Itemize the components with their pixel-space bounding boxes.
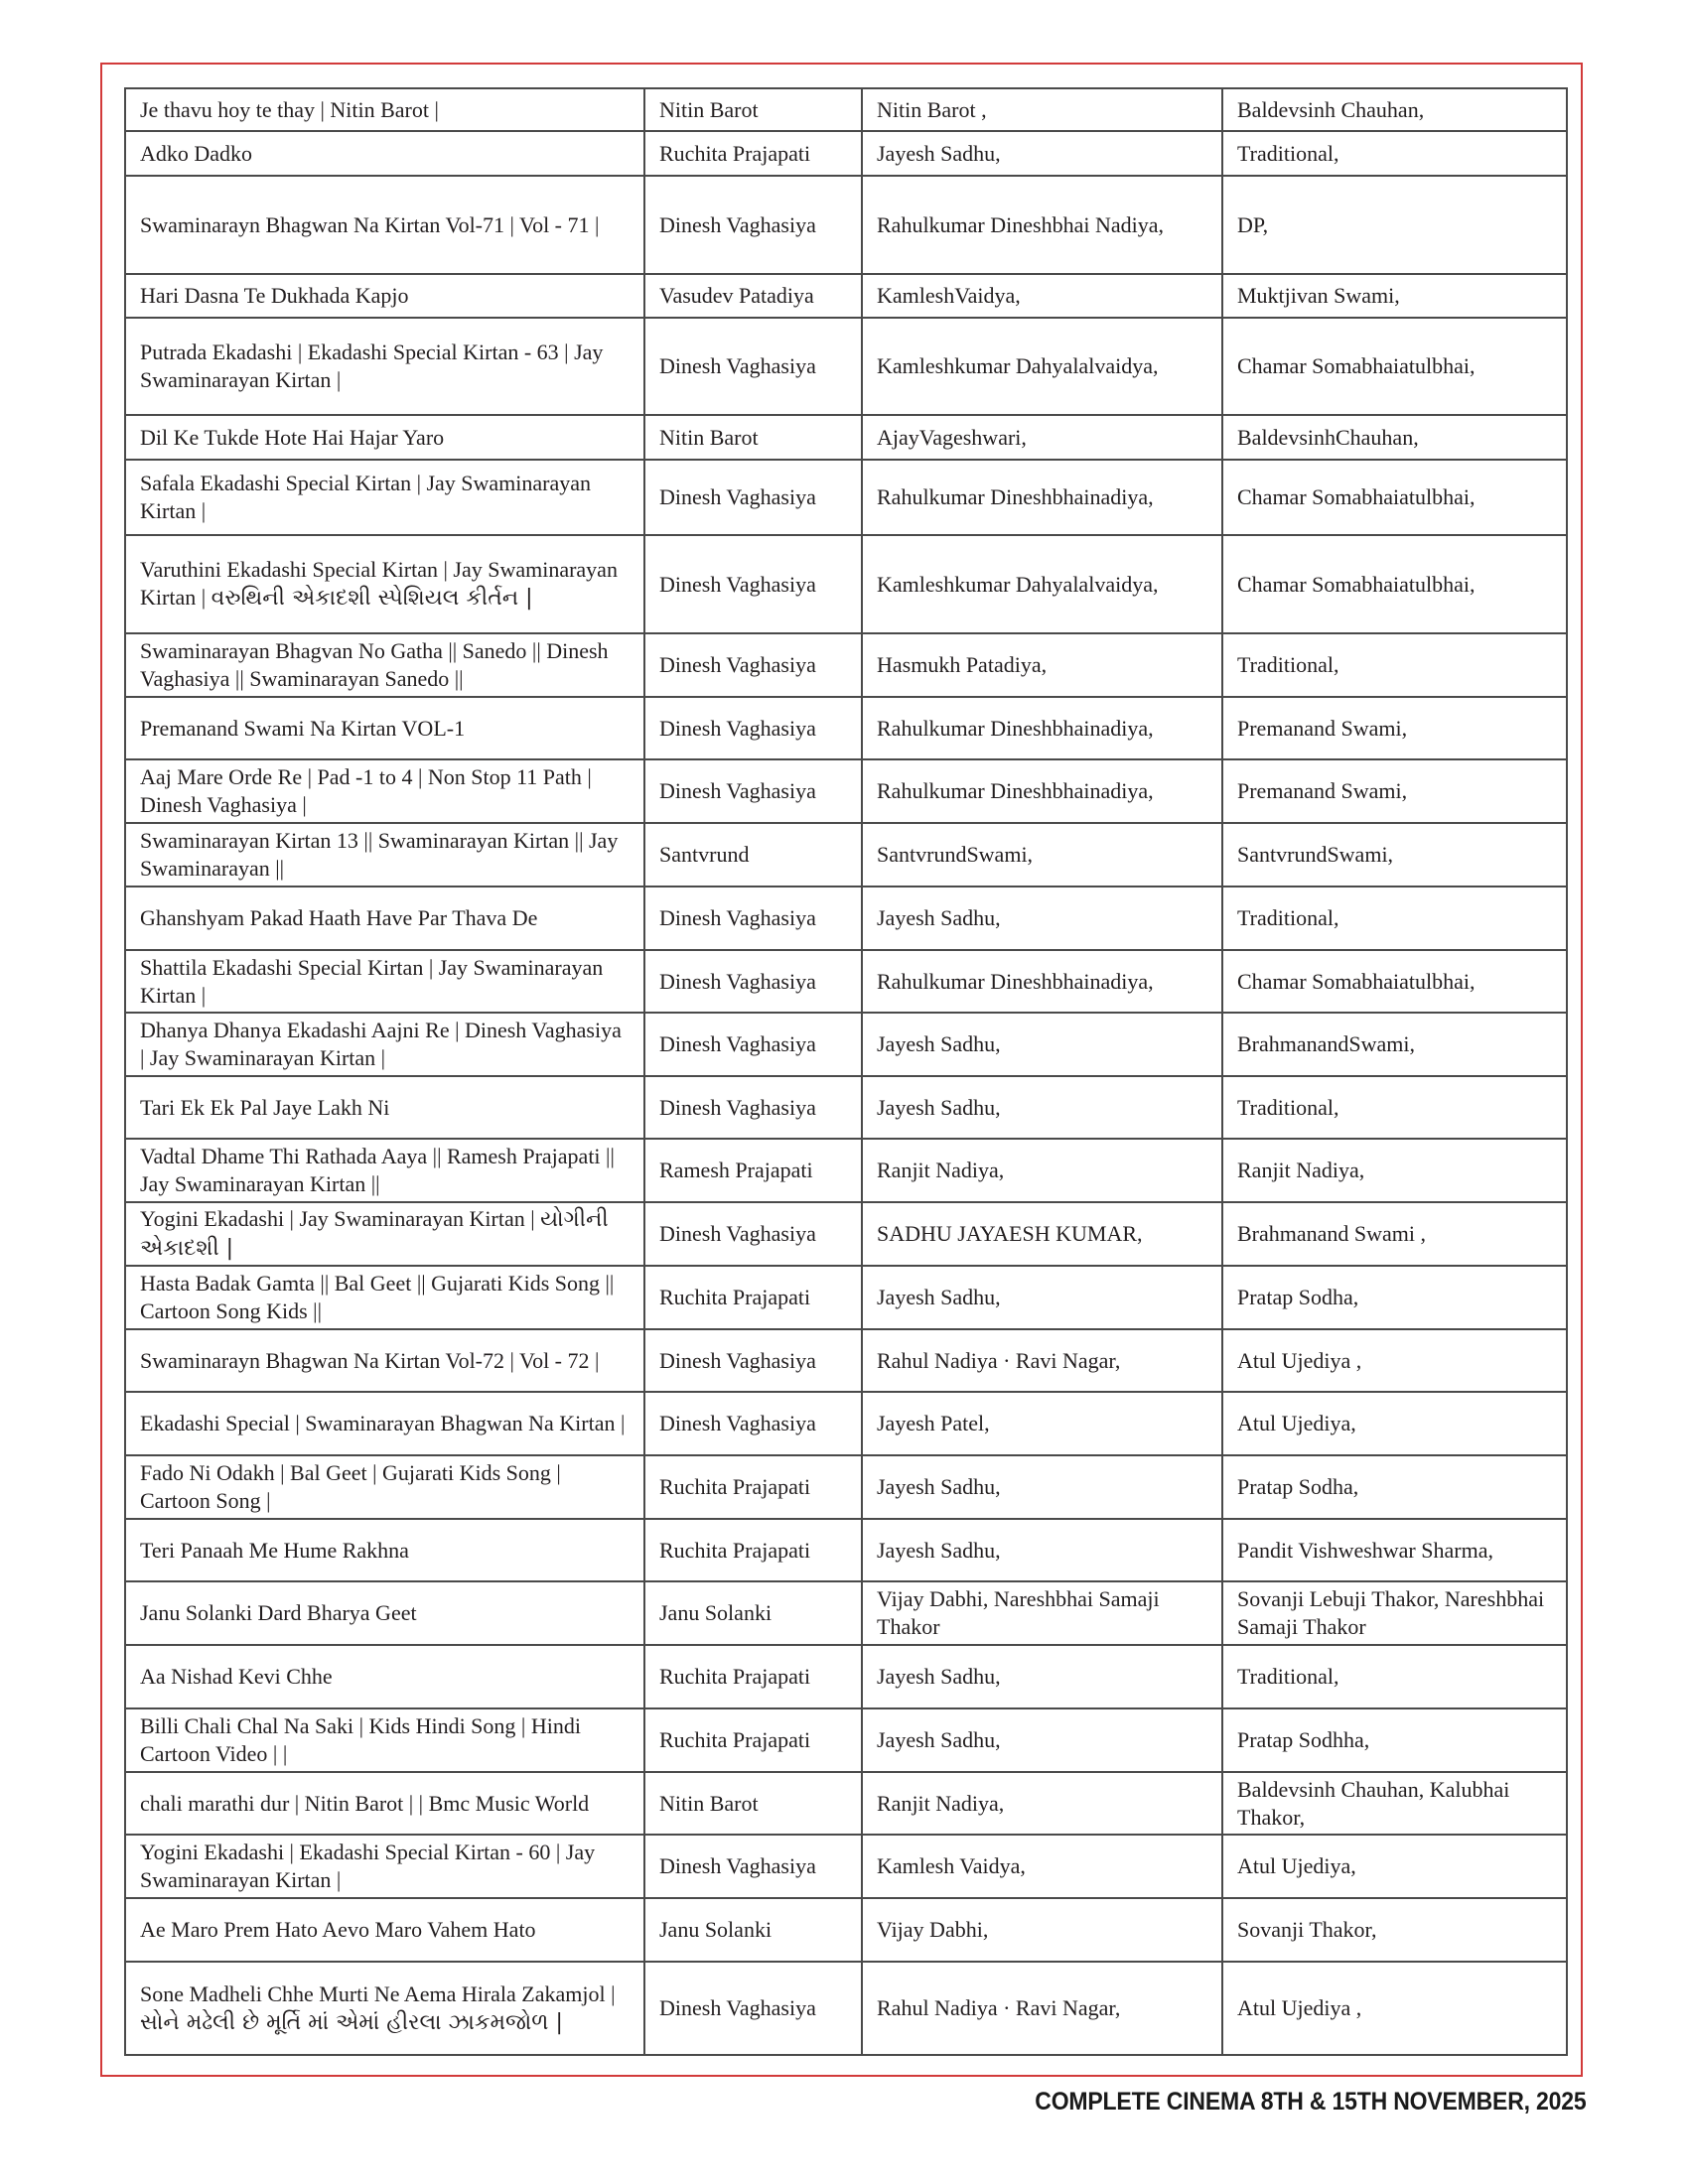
- song-listing-table: [124, 87, 1568, 2056]
- cell-song-title: [125, 1772, 644, 1835]
- table-row: [125, 1202, 1567, 1266]
- cell-singer: Dinesh Vaghasiya: [644, 460, 862, 535]
- table-row: [125, 633, 1567, 697]
- cell-song-title: [125, 131, 644, 176]
- cell-song-title: [125, 274, 644, 318]
- cell-song-title: [125, 1455, 644, 1519]
- song-title-text: Hari Dasna Te Dukhada Kapjo: [140, 283, 409, 308]
- song-title-text: Swaminarayan Bhagvan No Gatha || Sanedo || Dinesh Vaghasiya || Swaminarayan Sanedo ||: [140, 638, 609, 691]
- cell-singer: Ruchita Prajapati: [644, 1455, 862, 1519]
- table-row: [125, 1329, 1567, 1392]
- song-title-text: Aaj Mare Orde Re | Pad -1 to 4 | Non Stop 11 Path | Dinesh Vaghasiya |: [140, 764, 592, 817]
- table-row: [125, 1835, 1567, 1898]
- song-title-text: Ae Maro Prem Hato Aevo Maro Vahem Hato: [140, 1917, 536, 1942]
- cell-song-title: [125, 1581, 644, 1645]
- song-title-text: Adko Dadko: [140, 140, 253, 166]
- table-row: [125, 131, 1567, 176]
- song-title-text: Hasta Badak Gamta || Bal Geet || Gujarati Kids Song || Cartoon Song Kids ||: [140, 1271, 615, 1323]
- cell-lyricist: Traditional,: [1222, 131, 1567, 176]
- cell-singer: Ruchita Prajapati: [644, 131, 862, 176]
- cell-lyricist: Premanand Swami,: [1222, 759, 1567, 823]
- cell-music-composer: Nitin Barot ,: [862, 88, 1222, 131]
- cell-music-composer: Rahulkumar Dineshbhainadiya,: [862, 950, 1222, 1013]
- table-row: [125, 1519, 1567, 1581]
- cell-music-composer: SantvrundSwami,: [862, 823, 1222, 887]
- cell-lyricist: DP,: [1222, 176, 1567, 274]
- cell-lyricist: Atul Ujediya ,: [1222, 1962, 1567, 2055]
- cell-lyricist: SantvrundSwami,: [1222, 823, 1567, 887]
- cell-music-composer: Jayesh Sadhu,: [862, 1519, 1222, 1581]
- cell-music-composer: Kamleshkumar Dahyalalvaidya,: [862, 318, 1222, 415]
- song-title-text: Billi Chali Chal Na Saki | Kids Hindi Song | Hindi Cartoon Video | |: [140, 1713, 581, 1766]
- cell-song-title: [125, 1898, 644, 1962]
- table-row: [125, 1013, 1567, 1076]
- table-row: [125, 1962, 1567, 2055]
- song-title-text: chali marathi dur | Nitin Barot | | Bmc Music World: [140, 1790, 590, 1816]
- cell-music-composer: Kamlesh Vaidya,: [862, 1835, 1222, 1898]
- table-row: [125, 1139, 1567, 1202]
- cell-music-composer: Jayesh Sadhu,: [862, 1455, 1222, 1519]
- song-title-text: Tari Ek Ek Pal Jaye Lakh Ni: [140, 1094, 390, 1120]
- cell-song-title: [125, 823, 644, 887]
- cell-singer: Dinesh Vaghasiya: [644, 1076, 862, 1139]
- cell-singer: Nitin Barot: [644, 1772, 862, 1835]
- cell-song-title: [125, 1835, 644, 1898]
- cell-music-composer: Ranjit Nadiya,: [862, 1139, 1222, 1202]
- table-row: [125, 697, 1567, 759]
- cell-music-composer: Rahul Nadiya · Ravi Nagar,: [862, 1962, 1222, 2055]
- cell-lyricist: Traditional,: [1222, 1076, 1567, 1139]
- cell-song-title: [125, 887, 644, 950]
- cell-lyricist: Ranjit Nadiya,: [1222, 1139, 1567, 1202]
- cell-music-composer: Jayesh Sadhu,: [862, 1076, 1222, 1139]
- table-row: [125, 950, 1567, 1013]
- song-title-text: Safala Ekadashi Special Kirtan | Jay Swaminarayan Kirtan |: [140, 471, 592, 523]
- cell-singer: Ruchita Prajapati: [644, 1519, 862, 1581]
- cell-lyricist: Atul Ujediya ,: [1222, 1329, 1567, 1392]
- cell-singer: Santvrund: [644, 823, 862, 887]
- cell-song-title: [125, 1962, 644, 2055]
- cell-music-composer: Jayesh Sadhu,: [862, 1013, 1222, 1076]
- cell-lyricist: BaldevsinhChauhan,: [1222, 415, 1567, 460]
- table-row: [125, 1076, 1567, 1139]
- cell-song-title: [125, 759, 644, 823]
- table-row: [125, 887, 1567, 950]
- cell-lyricist: Atul Ujediya,: [1222, 1835, 1567, 1898]
- cell-singer: Dinesh Vaghasiya: [644, 1329, 862, 1392]
- cell-music-composer: Jayesh Sadhu,: [862, 1645, 1222, 1708]
- cell-singer: Nitin Barot: [644, 88, 862, 131]
- cell-singer: Dinesh Vaghasiya: [644, 633, 862, 697]
- cell-music-composer: Jayesh Patel,: [862, 1392, 1222, 1455]
- cell-song-title: [125, 1266, 644, 1329]
- cell-song-title: [125, 1645, 644, 1708]
- table-row: [125, 1455, 1567, 1519]
- table-row: [125, 176, 1567, 274]
- song-title-text: Fado Ni Odakh | Bal Geet | Gujarati Kids Song | Cartoon Song |: [140, 1460, 561, 1513]
- table-row: [125, 759, 1567, 823]
- cell-song-title: [125, 88, 644, 131]
- song-title-text: Swaminarayn Bhagwan Na Kirtan Vol-72 | Vol - 72 |: [140, 1347, 600, 1373]
- cell-music-composer: Rahulkumar Dineshbhainadiya,: [862, 697, 1222, 759]
- cell-music-composer: Kamleshkumar Dahyalalvaidya,: [862, 535, 1222, 633]
- cell-music-composer: Jayesh Sadhu,: [862, 131, 1222, 176]
- cell-music-composer: AjayVageshwari,: [862, 415, 1222, 460]
- cell-lyricist: Pandit Vishweshwar Sharma,: [1222, 1519, 1567, 1581]
- table-row: [125, 1708, 1567, 1772]
- cell-lyricist: Atul Ujediya,: [1222, 1392, 1567, 1455]
- cell-song-title: [125, 176, 644, 274]
- cell-lyricist: Chamar Somabhaiatulbhai,: [1222, 460, 1567, 535]
- cell-lyricist: Baldevsinh Chauhan, Kalubhai Thakor,: [1222, 1772, 1567, 1835]
- cell-singer: Ruchita Prajapati: [644, 1266, 862, 1329]
- page-footer: COMPLETE CINEMA 8TH & 15TH NOVEMBER, 2025: [1034, 2088, 1586, 2116]
- cell-song-title: [125, 318, 644, 415]
- cell-singer: Dinesh Vaghasiya: [644, 887, 862, 950]
- cell-lyricist: Baldevsinh Chauhan,: [1222, 88, 1567, 131]
- song-title-text: Swaminarayn Bhagwan Na Kirtan Vol-71 | Vol - 71 |: [140, 211, 600, 237]
- song-title-text: Dhanya Dhanya Ekadashi Aajni Re | Dinesh Vaghasiya | Jay Swaminarayan Kirtan |: [140, 1018, 622, 1070]
- cell-song-title: [125, 460, 644, 535]
- table-row: [125, 274, 1567, 318]
- cell-singer: Dinesh Vaghasiya: [644, 1392, 862, 1455]
- cell-singer: Ruchita Prajapati: [644, 1645, 862, 1708]
- cell-singer: Dinesh Vaghasiya: [644, 1013, 862, 1076]
- cell-singer: Dinesh Vaghasiya: [644, 697, 862, 759]
- song-title-text: Vadtal Dhame Thi Rathada Aaya || Ramesh Prajapati || Jay Swaminarayan Kirtan ||: [140, 1144, 615, 1196]
- cell-song-title: [125, 535, 644, 633]
- cell-song-title: [125, 633, 644, 697]
- cell-music-composer: Rahul Nadiya · Ravi Nagar,: [862, 1329, 1222, 1392]
- table-row: [125, 1266, 1567, 1329]
- song-title-text: Janu Solanki Dard Bharya Geet: [140, 1600, 417, 1625]
- cell-lyricist: Pratap Sodha,: [1222, 1266, 1567, 1329]
- cell-song-title: [125, 1708, 644, 1772]
- cell-music-composer: SADHU JAYAESH KUMAR,: [862, 1202, 1222, 1266]
- cell-music-composer: Vijay Dabhi, Nareshbhai Samaji Thakor: [862, 1581, 1222, 1645]
- cell-music-composer: Vijay Dabhi,: [862, 1898, 1222, 1962]
- cell-song-title: [125, 1139, 644, 1202]
- cell-lyricist: Traditional,: [1222, 1645, 1567, 1708]
- cell-singer: Dinesh Vaghasiya: [644, 1835, 862, 1898]
- song-title-gujarati-text: યોગીની એકાદશી |: [140, 1207, 609, 1261]
- cell-lyricist: Premanand Swami,: [1222, 697, 1567, 759]
- cell-music-composer: Jayesh Sadhu,: [862, 887, 1222, 950]
- table-row: [125, 1645, 1567, 1708]
- song-title-text: Ghanshyam Pakad Haath Have Par Thava De: [140, 905, 538, 930]
- table-row: [125, 460, 1567, 535]
- song-title-text: Varuthini Ekadashi Special Kirtan | Jay Swaminarayan Kirtan |: [140, 557, 618, 610]
- table-row: [125, 318, 1567, 415]
- song-title-text: Sone Madheli Chhe Murti Ne Aema Hirala Zakamjol |: [140, 1980, 616, 2006]
- cell-singer: Dinesh Vaghasiya: [644, 950, 862, 1013]
- song-title-text: Aa Nishad Kevi Chhe: [140, 1664, 333, 1689]
- song-title-text: Premanand Swami Na Kirtan VOL-1: [140, 715, 466, 741]
- cell-singer: Janu Solanki: [644, 1898, 862, 1962]
- song-title-text: Shattila Ekadashi Special Kirtan | Jay Swaminarayan Kirtan |: [140, 954, 604, 1008]
- cell-lyricist: Traditional,: [1222, 633, 1567, 697]
- cell-singer: Nitin Barot: [644, 415, 862, 460]
- table-row: [125, 535, 1567, 633]
- cell-lyricist: Muktjivan Swami,: [1222, 274, 1567, 318]
- song-title-text: Ekadashi Special | Swaminarayan Bhagwan Na Kirtan |: [140, 1411, 626, 1435]
- cell-song-title: [125, 1519, 644, 1581]
- cell-singer: Dinesh Vaghasiya: [644, 759, 862, 823]
- cell-lyricist: Sovanji Thakor,: [1222, 1898, 1567, 1962]
- song-title-gujarati-text: વરુથિની એકાદશી સ્પેશિયલ કીર્તન |: [211, 586, 533, 611]
- cell-song-title: [125, 415, 644, 460]
- cell-lyricist: Chamar Somabhaiatulbhai,: [1222, 318, 1567, 415]
- cell-lyricist: Chamar Somabhaiatulbhai,: [1222, 535, 1567, 633]
- cell-music-composer: Rahulkumar Dineshbhainadiya,: [862, 759, 1222, 823]
- table-row: [125, 1772, 1567, 1835]
- cell-singer: Ramesh Prajapati: [644, 1139, 862, 1202]
- cell-music-composer: Jayesh Sadhu,: [862, 1708, 1222, 1772]
- cell-song-title: [125, 950, 644, 1013]
- cell-music-composer: KamleshVaidya,: [862, 274, 1222, 318]
- cell-music-composer: Jayesh Sadhu,: [862, 1266, 1222, 1329]
- cell-lyricist: Sovanji Lebuji Thakor, Nareshbhai Samaji Thakor: [1222, 1581, 1567, 1645]
- song-title-text: Dil Ke Tukde Hote Hai Hajar Yaro: [140, 424, 445, 450]
- table-row: [125, 1898, 1567, 1962]
- cell-singer: Dinesh Vaghasiya: [644, 1962, 862, 2055]
- cell-music-composer: Rahulkumar Dineshbhai Nadiya,: [862, 176, 1222, 274]
- cell-music-composer: Rahulkumar Dineshbhainadiya,: [862, 460, 1222, 535]
- cell-music-composer: Hasmukh Patadiya,: [862, 633, 1222, 697]
- table-row: [125, 415, 1567, 460]
- cell-lyricist: Brahmanand Swami ,: [1222, 1202, 1567, 1266]
- cell-singer: Dinesh Vaghasiya: [644, 535, 862, 633]
- table-row: [125, 88, 1567, 131]
- song-title-text: Yogini Ekadashi | Jay Swaminarayan Kirtan |: [140, 1206, 541, 1231]
- cell-song-title: [125, 1076, 644, 1139]
- cell-lyricist: BrahmanandSwami,: [1222, 1013, 1567, 1076]
- cell-singer: Dinesh Vaghasiya: [644, 1202, 862, 1266]
- song-title-gujarati-text: સોને મઢેલી છે મૂર્તિ માં એમાં હીરલા ઝાકમજોળ |: [140, 2009, 563, 2035]
- cell-song-title: [125, 1202, 644, 1266]
- cell-singer: Dinesh Vaghasiya: [644, 176, 862, 274]
- song-title-text: Teri Panaah Me Hume Rakhna: [140, 1537, 409, 1563]
- cell-music-composer: Ranjit Nadiya,: [862, 1772, 1222, 1835]
- cell-lyricist: Chamar Somabhaiatulbhai,: [1222, 950, 1567, 1013]
- cell-song-title: [125, 1392, 644, 1455]
- table-body: [125, 88, 1567, 2055]
- cell-song-title: [125, 697, 644, 759]
- cell-lyricist: Pratap Sodha,: [1222, 1455, 1567, 1519]
- song-title-text: Putrada Ekadashi | Ekadashi Special Kirtan - 63 | Jay Swaminarayan Kirtan |: [140, 340, 604, 392]
- song-title-text: Je thavu hoy te thay | Nitin Barot |: [140, 96, 439, 122]
- cell-singer: Ruchita Prajapati: [644, 1708, 862, 1772]
- cell-singer: Dinesh Vaghasiya: [644, 318, 862, 415]
- song-title-text: Yogini Ekadashi | Ekadashi Special Kirtan - 60 | Jay Swaminarayan Kirtan |: [140, 1840, 596, 1892]
- table-row: [125, 1392, 1567, 1455]
- cell-song-title: [125, 1329, 644, 1392]
- song-title-text: Swaminarayan Kirtan 13 || Swaminarayan Kirtan || Jay Swaminarayan ||: [140, 828, 619, 881]
- cell-song-title: [125, 1013, 644, 1076]
- cell-singer: Vasudev Patadiya: [644, 274, 862, 318]
- cell-lyricist: Pratap Sodhha,: [1222, 1708, 1567, 1772]
- cell-singer: Janu Solanki: [644, 1581, 862, 1645]
- table-row: [125, 823, 1567, 887]
- table-row: [125, 1581, 1567, 1645]
- cell-lyricist: Traditional,: [1222, 887, 1567, 950]
